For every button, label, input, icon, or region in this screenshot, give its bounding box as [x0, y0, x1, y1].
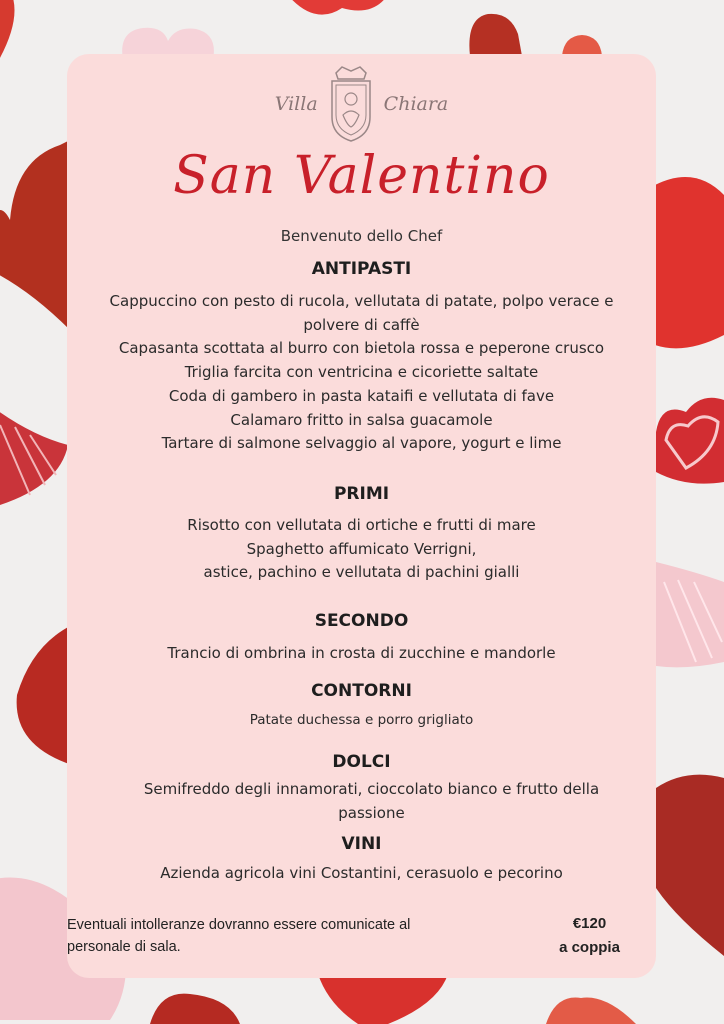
section-title-vini: VINI [341, 834, 382, 854]
decorative-heart-top-glitter [466, 12, 522, 56]
decorative-heart-left-lower [12, 625, 72, 765]
section-title-secondo: SECONDO [314, 611, 409, 631]
menu-subtitle: Benvenuto dello Chef [280, 227, 443, 245]
menu-item: Semifreddo degli innamorati, cioccolato bianco e frutto della passione [143, 780, 600, 822]
decorative-heart-bottom-red [318, 974, 448, 1024]
price-unit: a coppia [559, 939, 620, 956]
allergy-note: Eventuali intolleranze dovranno essere comunicate al personale di sala. [67, 917, 411, 955]
menu-title: San Valentino [173, 146, 550, 206]
section-items-primi [87, 514, 636, 585]
menu-item: Azienda agricola vini Costantini, cerasuolo e pecorino [160, 864, 563, 882]
decorative-heart-top-center [282, 0, 392, 24]
decorative-heart-left-striped [0, 405, 68, 505]
decorative-heart-bottom-right-small [546, 994, 636, 1024]
section-title-contorni: CONTORNI [311, 681, 412, 701]
decorative-heart-top-right-small [560, 34, 604, 56]
price-value: €120 [572, 915, 607, 932]
price-block [537, 912, 642, 960]
decorative-heart-right-top [655, 165, 724, 355]
menu-item: Triglia farcita con ventricina e cicoriette saltate [184, 363, 539, 382]
menu-item: Cappuccino con pesto di rucola, vellutata di patate, polpo verace e polvere di caffè [109, 292, 614, 334]
logo-left-word: Villa [274, 93, 318, 115]
decorative-heart-right-lower-glitter [656, 768, 724, 956]
menu-item: astice, pachino e vellutata di pachini gialli [203, 563, 520, 582]
menu-item: Tartare di salmone selvaggio al vapore, yogurt e lime [161, 434, 562, 453]
decorative-heart-bottom-center-glitter [150, 990, 240, 1024]
menu-item: Coda di gambero in pasta kataifi e vellutata di fave [168, 386, 555, 405]
section-items-dolci [117, 778, 626, 825]
menu-item: Patate duchessa e porro grigliato [249, 712, 474, 728]
section-items-vini [87, 862, 636, 886]
menu-item: Spaghetto affumicato Verrigni, [246, 539, 477, 558]
decorative-heart-top-left [0, 0, 30, 80]
crest-icon [326, 65, 376, 143]
menu-item: Calamaro fritto in salsa guacamole [230, 410, 493, 429]
section-items-secondo [87, 642, 636, 666]
section-title-antipasti: ANTIPASTI [311, 259, 412, 279]
decorative-heart-left-glitter [0, 140, 70, 330]
logo-right-word: Chiara [383, 93, 449, 115]
logo [67, 64, 656, 144]
menu-item: Risotto con vellutata di ortiche e frutti di mare [187, 516, 536, 534]
section-items-contorni [87, 709, 636, 733]
menu-item: Capasanta scottata al burro con bietola rossa e peperone crusco [118, 339, 605, 358]
section-title-primi: PRIMI [333, 484, 390, 504]
menu-item: Trancio di ombrina in crosta di zucchine e mandorle [167, 644, 556, 662]
decorative-heart-right-outline [656, 392, 724, 488]
decorative-heart-right-pink-striped [656, 562, 724, 670]
section-items-antipasti [87, 290, 636, 456]
menu-card [67, 54, 656, 978]
section-title-dolci: DOLCI [332, 752, 391, 772]
